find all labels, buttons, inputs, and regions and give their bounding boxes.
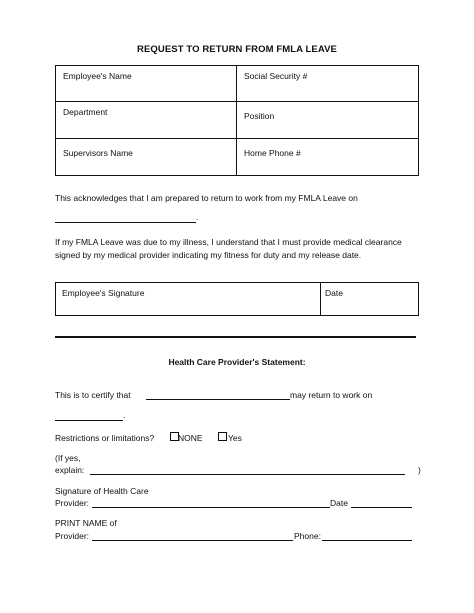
ssn-label: Social Security #	[244, 71, 308, 81]
signature-table	[55, 282, 419, 316]
explain-close-paren: )	[418, 465, 421, 475]
return-date-line[interactable]	[55, 211, 199, 223]
provider-date-line[interactable]	[351, 496, 412, 508]
provider-return-date-line[interactable]	[55, 409, 126, 421]
explain-label: explain:	[55, 465, 85, 475]
signature-hc-label-1: Signature of Health Care	[55, 486, 149, 496]
provider-date-label: Date	[330, 498, 348, 508]
department-label: Department	[63, 107, 108, 117]
section-divider	[55, 336, 416, 338]
restrictions-label: Restrictions or limitations?	[55, 433, 155, 443]
may-return-text: may return to work on	[290, 390, 373, 400]
certify-text: This is to certify that	[55, 390, 131, 400]
yes-checkbox[interactable]	[218, 432, 227, 441]
print-name-label-2: Provider:	[55, 531, 90, 541]
provider-statement-heading: Health Care Provider's Statement:	[168, 357, 306, 367]
certify-period: .	[123, 410, 126, 420]
print-name-line[interactable]	[92, 529, 293, 541]
home-phone-cell[interactable]	[237, 139, 419, 176]
print-name-label-1: PRINT NAME of	[55, 518, 117, 528]
position-label: Position	[244, 111, 275, 121]
signature-date-cell[interactable]	[321, 283, 419, 316]
explain-line[interactable]	[90, 463, 405, 475]
form-title: REQUEST TO RETURN FROM FMLA LEAVE	[137, 44, 337, 55]
supervisor-name-label: Supervisors Name	[63, 148, 133, 158]
phone-label: Phone:	[294, 531, 321, 541]
employee-info-table	[55, 65, 419, 176]
employee-name-cell[interactable]	[56, 66, 237, 102]
signature-date-label: Date	[325, 288, 343, 298]
position-cell[interactable]	[237, 102, 419, 139]
department-cell[interactable]	[56, 102, 237, 139]
acknowledgement-text: This acknowledges that I am prepared to return to work from my FMLA Leave on	[55, 193, 358, 203]
yes-option-label: Yes	[228, 433, 242, 443]
employee-name-line[interactable]	[146, 388, 290, 400]
none-option-label: NONE	[178, 433, 203, 443]
return-date-period: .	[196, 212, 199, 222]
employee-signature-cell[interactable]	[56, 283, 321, 316]
employee-name-label: Employee's Name	[63, 71, 132, 81]
employee-signature-label: Employee's Signature	[62, 288, 145, 298]
phone-line[interactable]	[322, 529, 412, 541]
signature-hc-label-2: Provider:	[55, 498, 90, 508]
if-yes-text: (If yes,	[55, 453, 81, 463]
ssn-cell[interactable]	[237, 66, 419, 102]
home-phone-label: Home Phone #	[244, 148, 301, 158]
illness-clearance-text: If my FMLA Leave was due to my illness, I understand that I must provide medical clearance signed by my medical provider indicating my fitness for duty and my release date.	[55, 237, 402, 260]
provider-signature-line[interactable]	[92, 496, 330, 508]
supervisor-name-cell[interactable]	[56, 139, 237, 176]
